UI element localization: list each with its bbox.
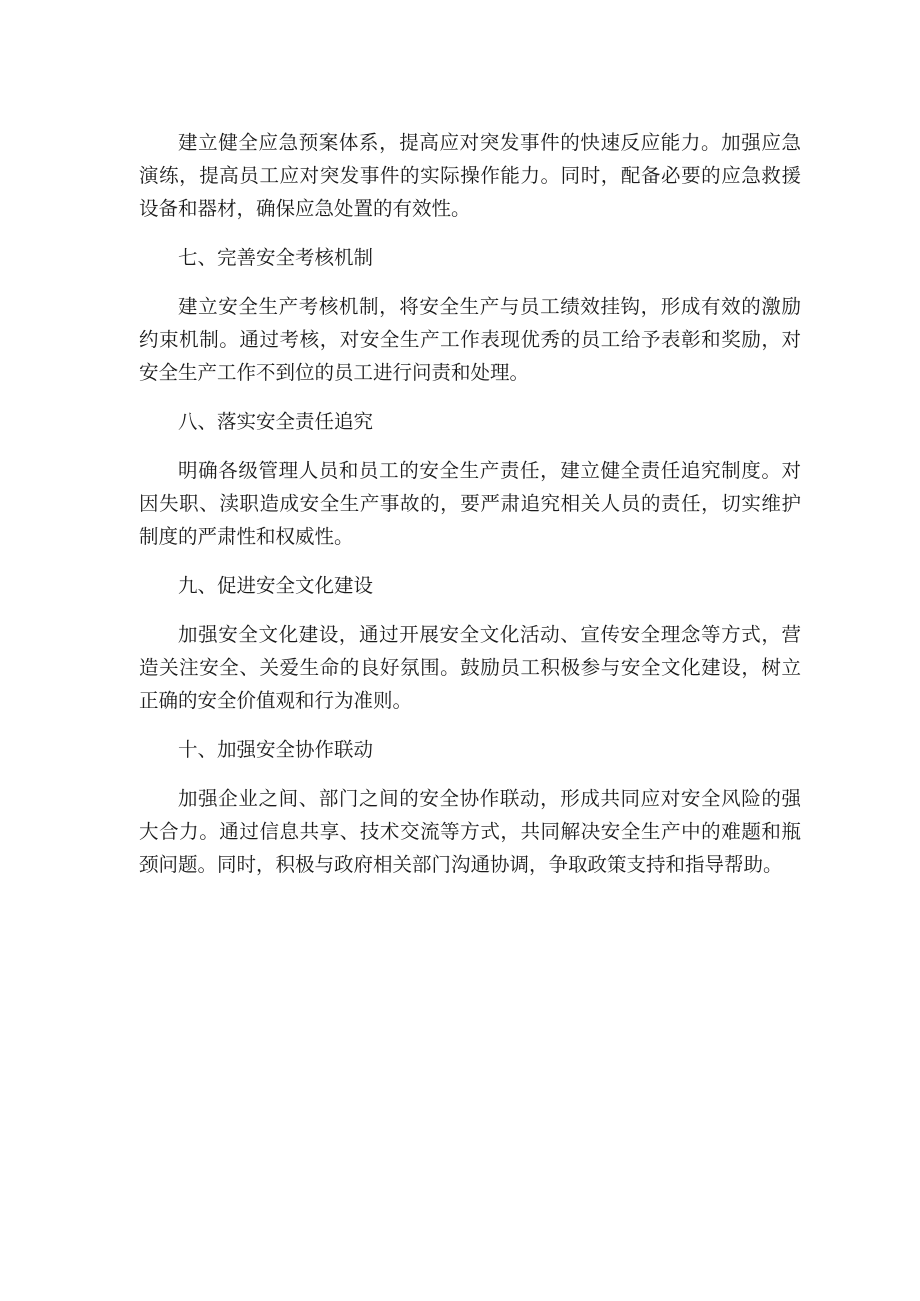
section-heading-8: 八、落实安全责任追究 — [178, 410, 374, 433]
paragraph-safety-culture: 加强安全文化建设，通过开展安全文化活动、宣传安全理念等方式，营造关注安全、关爱生命的良好氛围。鼓励员工积极参与安全文化建设，树立正确的安全价值观和行为准则。 — [139, 623, 801, 712]
section-heading-10: 十、加强安全协作联动 — [178, 738, 374, 761]
paragraph-emergency-plan: 建立健全应急预案体系，提高应对突发事件的快速反应能力。加强应急演练，提高员工应对突发事件的实际操作能力。同时，配备必要的应急救援设备和器材，确保应急处置的有效性。 — [139, 131, 801, 220]
section-heading-7: 七、完善安全考核机制 — [178, 246, 374, 269]
paragraph-accountability: 明确各级管理人员和员工的安全生产责任，建立健全责任追究制度。对因失职、渎职造成安全生产事故的，要严肃追究相关人员的责任，切实维护制度的严肃性和权威性。 — [139, 459, 801, 548]
section-heading-9: 九、促进安全文化建设 — [178, 574, 374, 597]
document-body — [139, 126, 801, 897]
paragraph-collaboration: 加强企业之间、部门之间的安全协作联动，形成共同应对安全风险的强大合力。通过信息共享、技术交流等方式，共同解决安全生产中的难题和瓶颈问题。同时，积极与政府相关部门沟通协调，争取政策支持和指导帮助。 — [139, 787, 801, 876]
paragraph-assessment: 建立安全生产考核机制，将安全生产与员工绩效挂钩，形成有效的激励约束机制。通过考核，对安全生产工作表现优秀的员工给予表彰和奖励，对安全生产工作不到位的员工进行问责和处理。 — [139, 295, 801, 384]
